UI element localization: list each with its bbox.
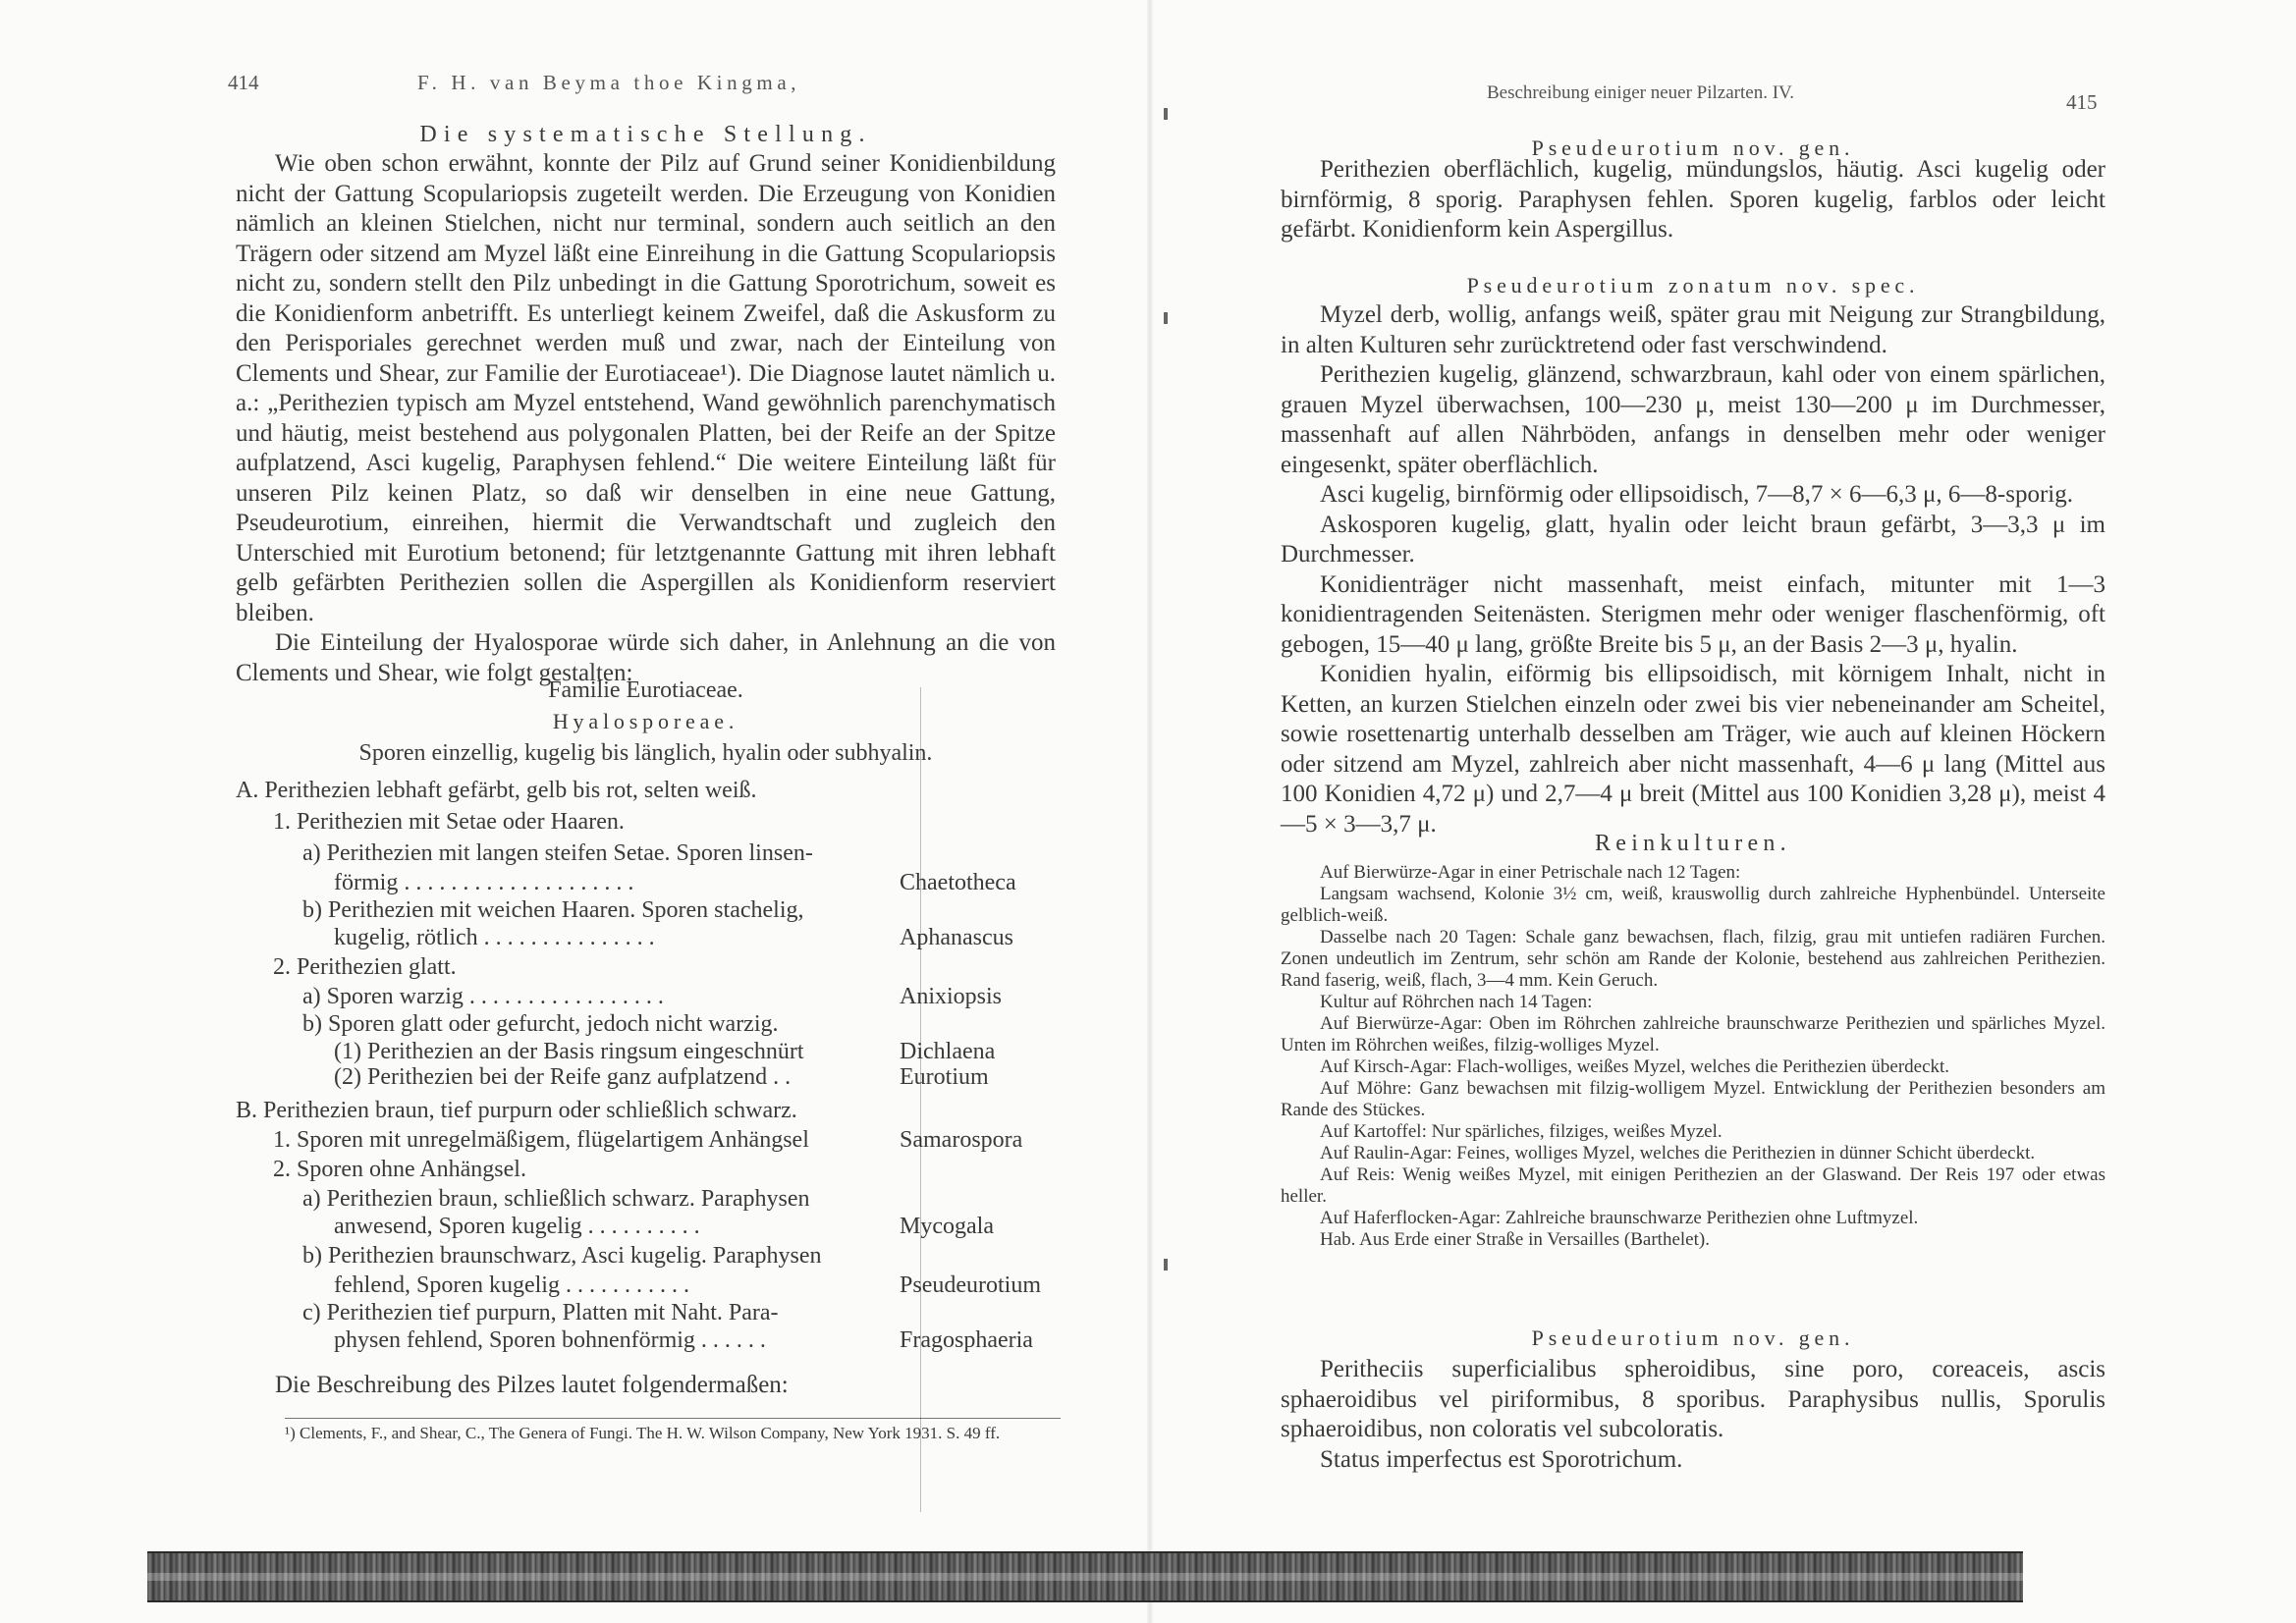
key-line: fehlend, Sporen kugelig . . . . . . . . . . . (334, 1272, 689, 1298)
footnote: ¹) Clements, F., and Shear, C., The Genera of Fungi. The H. W. Wilson Company, New York 1931. S. 49 ff. (285, 1418, 1061, 1443)
scanner-edge-bar (147, 1551, 2023, 1602)
scan-artifact-line (920, 687, 921, 1512)
culture-entry: Dasselbe nach 20 Tagen: Schale ganz bewachsen, flach, filzig, grau mit untiefen radiären Furchen. Zonen undeutlich im Zentrum, sehr schön am Rande der Kolonie, bestehend aus zahlreichen Perithezien. Rand faserig, weiß, flach, 3—4 mm. Kein Geruch. (1281, 927, 2105, 991)
key-line: a) Sporen warzig . . . . . . . . . . . . . . . . . (302, 984, 664, 1009)
page-number: 415 (2066, 90, 2098, 114)
page-number: 414 (228, 71, 259, 94)
culture-entry: Auf Raulin-Agar: Feines, wolliges Myzel, welches die Perithezien in dünner Schicht überdeckt. (1320, 1143, 2036, 1163)
genus-name: Fragosphaeria (900, 1327, 1033, 1353)
key-line: b) Sporen glatt oder gefurcht, jedoch nicht warzig. (302, 1011, 779, 1037)
genus-name: Aphanascus (900, 925, 1013, 950)
genus-name: Samarospora (900, 1127, 1023, 1153)
perithezien-description: Perithezien kugelig, glänzend, schwarzbraun, kahl oder von einem spärlichen, grauen Myzel überwachsen, 100—230 μ, meist 130—200 μ im Durchmesser, massenhaft auf allen Nährböden, anfangs in denselben mehr oder weniger eingesenkt, später oberflächlich. (1281, 361, 2105, 478)
culture-entry: Auf Kartoffel: Nur spärliches, filziges, weißes Myzel. (1320, 1121, 1722, 1142)
culture-entry: Auf Möhre: Ganz bewachsen mit filzig-wolligem Myzel. Entwicklung der Perithezien besonders am Rande des Stückes. (1281, 1078, 2105, 1120)
key-line: c) Perithezien tief purpurn, Platten mit Naht. Para- (302, 1300, 779, 1325)
cultures-list (1281, 862, 2105, 1251)
key-line: anwesend, Sporen kugelig . . . . . . . . . . (334, 1214, 700, 1239)
askosporen-description: Askosporen kugelig, glatt, hyalin oder leicht braun gefärbt, 3—3,3 μ im Durchmesser. (1281, 511, 2105, 568)
genus-name: Eurotium (900, 1064, 989, 1090)
section-title: Die systematische Stellung. (419, 122, 872, 147)
culture-entry: Auf Bierwürze-Agar in einer Petrischale nach 12 Tagen: (1320, 862, 1741, 883)
key-line: 2. Perithezien glatt. (273, 954, 457, 980)
running-head: Beschreibung einiger neuer Pilzarten. IV. (1487, 82, 1795, 103)
konidientraeger-description: Konidienträger nicht massenhaft, meist einfach, mitunter mit 1—3 konidientragenden Seitenästen. Sterigmen mehr oder weniger flaschenförmig, oft gebogen, 15—40 μ lang, größte Breite bis 5 μ, an der Basis 2—3 μ, hyalin. (1281, 570, 2105, 658)
key-line: a) Perithezien braun, schließlich schwarz. Paraphysen (302, 1186, 810, 1212)
genus-description: Perithezien oberflächlich, kugelig, mündungslos, häutig. Asci kugelig oder birnförmig, 8 sporig. Paraphysen fehlen. Sporen kugelig, farblos oder leicht gefärbt. Konidienform kein Aspergillus. (1281, 156, 2105, 243)
culture-entry: Auf Haferflocken-Agar: Zahlreiche braunschwarze Perithezien ohne Luftmyzel. (1320, 1208, 1919, 1228)
genus-name: Anixiopsis (900, 984, 1003, 1009)
key-line: b) Perithezien braunschwarz, Asci kugelig. Paraphysen (302, 1243, 822, 1269)
running-head: F. H. van Beyma thoe Kingma, (417, 71, 801, 94)
culture-entry: Kultur auf Röhrchen nach 14 Tagen: (1320, 992, 1593, 1012)
key-line: b) Perithezien mit weichen Haaren. Sporen stachelig, (302, 897, 804, 923)
spore-description: Sporen einzellig, kugelig bis länglich, hyalin oder subhyalin. (358, 740, 933, 766)
family-heading: Familie Eurotiaceae. (548, 677, 743, 703)
latin-diagnosis: Peritheciis superficialibus spheroidibus, sine poro, coreaceis, ascis sphaeroidibus vel piriformibus, 8 sporibus. Paraphysibus nullis, Sporulis sphaeroidibus, non coloratis vel subcoloratis. (1281, 1356, 2105, 1442)
konidien-description: Konidien hyalin, eiförmig bis ellipsoidisch, mit körnigem Inhalt, nicht in Ketten, an kurzen Stielchen einzeln oder zwei bis vier nebeneinander am Scheitel, sowie rosettenartig unterhalb desselben am Träger, wie auch auf kleinen Höckern oder sitzend am Myzel, zahlreich aber nicht massenhaft, 4—6 μ lang (Mittel aus 100 Konidien 4,72 μ) und 2,7—4 μ breit (Mittel aus 100 Konidien 3,28 μ), meist 4—5 × 3—3,7 μ. (1281, 661, 2105, 838)
key-line: förmig . . . . . . . . . . . . . . . . . . . . (334, 870, 634, 895)
culture-entry: Langsam wachsend, Kolonie 3½ cm, weiß, krauswollig durch zahlreiche Hyphenbündel. Unterseite gelblich-weiß. (1281, 884, 2105, 926)
culture-entry: Auf Kirsch-Agar: Flach-wolliges, weißes Myzel, welches die Perithezien überdeckt. (1320, 1056, 1950, 1077)
key-line: physen fehlend, Sporen bohnenförmig . . . . . . (334, 1327, 766, 1353)
key-line: 1. Perithezien mit Setae oder Haaren. (273, 809, 625, 835)
genus-name: Mycogala (900, 1214, 994, 1239)
right-page (1148, 0, 2296, 1623)
description-intro: Die Beschreibung des Pilzes lautet folgendermaßen: (275, 1372, 789, 1398)
key-line: (2) Perithezien bei der Reife ganz aufplatzend . . (334, 1064, 792, 1090)
habitat-entry: Hab. Aus Erde einer Straße in Versailles (Barthelet). (1320, 1229, 1710, 1250)
genus-title: Pseudeurotium nov. gen. (1531, 135, 1855, 160)
classification-paragraph: Die Einteilung der Hyalosporae würde sich daher, in Anlehnung an die von Clements und Shear, wie folgt gestalten: (236, 629, 1056, 686)
key-line: A. Perithezien lebhaft gefärbt, gelb bis rot, selten weiß. (236, 778, 757, 803)
genus-name: Chaetotheca (900, 870, 1016, 895)
intro-paragraph: Wie oben schon erwähnt, konnte der Pilz auf Grund seiner Konidienbildung nicht der Gattung Scopulariopsis zugeteilt werden. Die Erzeugung von Konidien nämlich an kleinen Stielchen, nicht nur terminal, sondern auch seitlich an den Trägern oder sitzend am Myzel läßt eine Einreihung in die Gattung Scopulariopsis nicht zu, sondern stellt den Pilz unbedingt in die Gattung Sporotrichum, soweit es die Konidienform anbetrifft. Es unterliegt keinem Zweifel, daß die Askusform zu den Perisporiales gerechnet werden muß und zwar, nach der Einteilung von Clements und Shear, zur Familie der Eurotiaceae¹). Die Diagnose lautet nämlich u. a.: „Perithezien typisch am Myzel entstehend, Wand gewöhnlich parenchymatisch und häutig, meist bestehend aus polygonalen Platten, bei der Reife an der Spitze aufplatzend, Asci kugelig, Paraphysen fehlend.“ Die weitere Einteilung läßt für unseren Pilz keinen Platz, so daß wir denselben in eine neue Gattung, Pseudeurotium, einreihen, hiermit die Verwandtschaft und zugleich den Unterschied mit Eurotium betonend; für letztgenannte Gattung mit ihren lebhaft gelb gefärbten Perithezien sollen die Aspergillen als Konidienform reserviert bleiben. (236, 150, 1056, 626)
species-title: Pseudeurotium zonatum nov. spec. (1466, 273, 1920, 298)
latin-status: Status imperfectus est Sporotrichum. (1320, 1445, 1683, 1473)
cultures-title: Reinkulturen. (1595, 831, 1791, 856)
genus-name: Pseudeurotium (900, 1272, 1041, 1298)
asci-description: Asci kugelig, birnförmig oder ellipsoidisch, 7—8,7 × 6—6,3 μ, 6—8-sporig. (1320, 481, 2074, 508)
key-line: (1) Perithezien an der Basis ringsum eingeschnürt (334, 1039, 804, 1064)
key-line: 1. Sporen mit unregelmäßigem, flügelartigem Anhängsel (273, 1127, 809, 1153)
myzel-description: Myzel derb, wollig, anfangs weiß, später grau mit Neigung zur Strangbildung, in alten Kulturen sehr zurücktretend oder fast verschwindend. (1281, 301, 2105, 358)
culture-entry: Auf Reis: Wenig weißes Myzel, mit einigen Perithezien an der Glaswand. Der Reis 197 oder etwas heller. (1281, 1164, 2105, 1207)
latin-title: Pseudeurotium nov. gen. (1531, 1325, 1855, 1350)
key-line: a) Perithezien mit langen steifen Setae. Sporen linsen- (302, 840, 813, 866)
key-line: kugelig, rötlich . . . . . . . . . . . . . . . (334, 925, 655, 950)
genus-name: Dichlaena (900, 1039, 996, 1064)
key-line: B. Perithezien braun, tief purpurn oder schließlich schwarz. (236, 1098, 797, 1123)
key-line: 2. Sporen ohne Anhängsel. (273, 1157, 526, 1182)
culture-entry: Auf Bierwürze-Agar: Oben im Röhrchen zahlreiche braunschwarze Perithezien und spärliches Myzel. Unten im Röhrchen weißes, filzig-wolliges Myzel. (1281, 1013, 2105, 1055)
subfamily-heading: Hyalosporeae. (552, 709, 739, 733)
